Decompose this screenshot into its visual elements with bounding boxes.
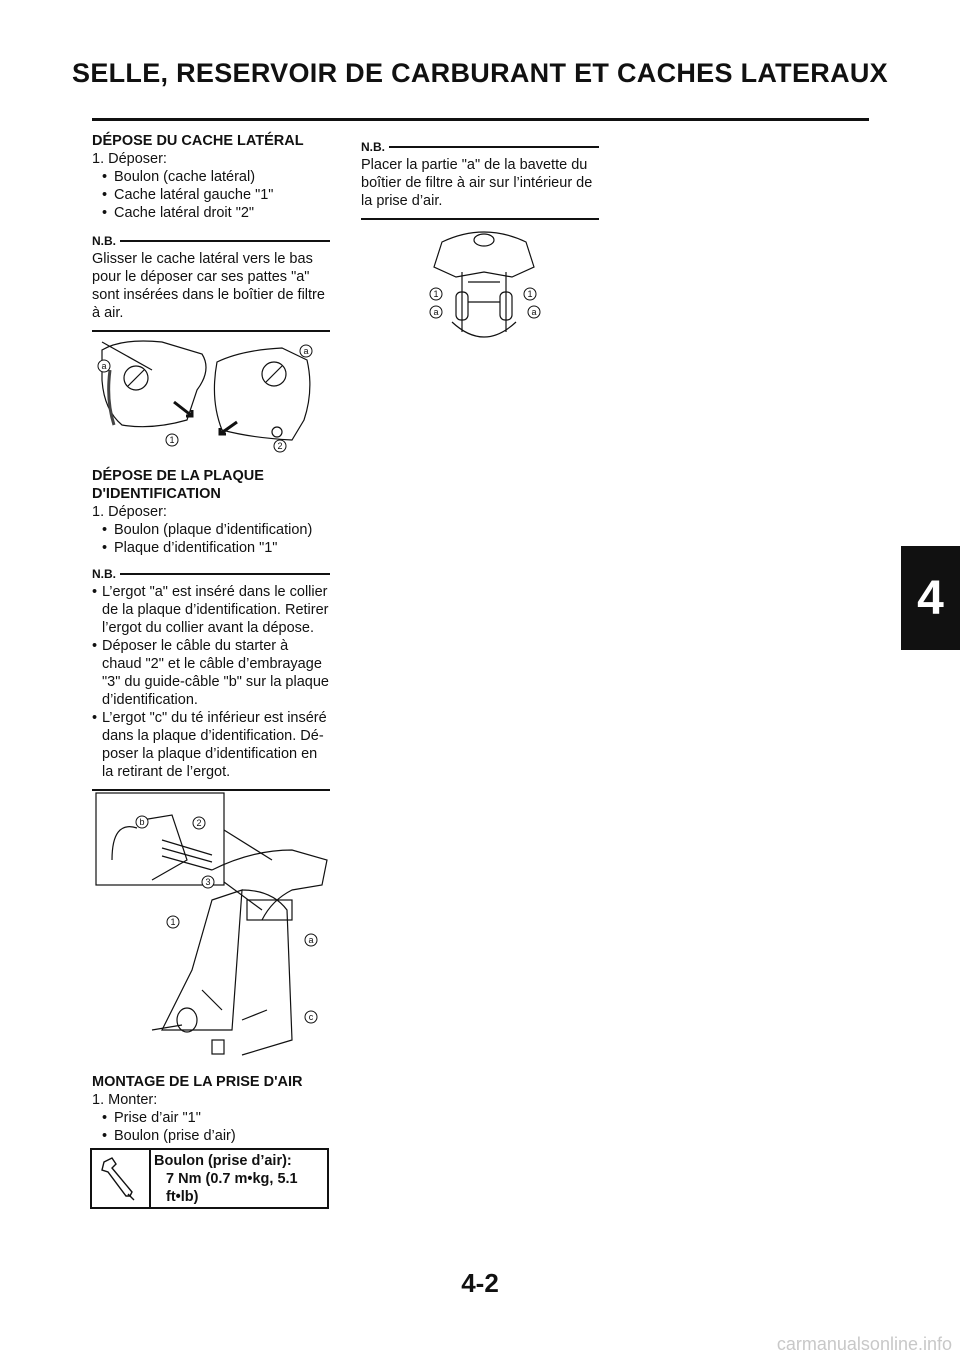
callout: 2 [277,441,283,451]
callout: a [308,935,314,945]
callout: a [531,307,537,317]
callout: 3 [205,877,211,887]
torque-spec [154,1152,327,1206]
list-item: • L’ergot "a" est inséré dans le collier de la plaque d’identification. Retirer l’ergot du collier avant la dépose. [92,583,330,637]
callout: 1 [433,289,439,299]
side-cover-note [92,232,330,332]
air-scoop-note [361,138,599,220]
list-item: • Boulon (prise d’air) [102,1127,330,1145]
note-text: Glisser le cache latéral vers le bas pour le déposer car ses pattes "a" sont insérées dans le boîtier de filtre à air. [92,251,325,321]
list-item: • Boulon (cache latéral) [102,168,330,186]
watermark: carmanualsonline.info [776,1334,952,1354]
note-end-rule [361,218,599,220]
side-cover-figure [92,330,330,456]
callout: 1 [169,435,175,445]
number-plate-note [92,565,330,791]
air-scoop-section [92,1073,330,1145]
callout: 1 [527,289,533,299]
number-plate-title-1: DÉPOSE DE LA PLAQUE [92,468,264,484]
note-rule [361,146,599,148]
number-plate-list [92,521,330,557]
callout: 1 [170,917,176,927]
list-item: • Cache latéral droit "2" [102,204,330,222]
header-rule [92,118,869,121]
torque-spec-box [90,1148,329,1209]
torque-label: Boulon (prise d’air): [154,1153,292,1169]
number-plate-title-2: D'IDENTIFICATION [92,486,221,502]
callout: 2 [196,818,202,828]
callout: c [308,1012,314,1022]
note-label: N.B. [92,235,120,247]
list-item: • Plaque d’identification "1" [102,539,330,557]
torque-value: 7 Nm (0.7 m•kg, 5.1 ft•lb) [166,1171,298,1205]
air-scoop-step: 1. Monter: [92,1092,158,1108]
list-item: • Cache latéral gauche "1" [102,186,330,204]
list-item: • L’ergot "c" du té inférieur est inséré dans la plaque d’identification. Dé-poser la plaque d’identification en la retirant de l’ergot. [92,709,330,781]
callout: b [139,817,145,827]
number-plate-section [92,467,330,791]
list-item: • Boulon (plaque d’identification) [102,521,330,539]
note-label: N.B. [361,141,389,153]
page-title: SELLE, RESERVOIR DE CARBURANT ET CACHES LATERAUX [72,58,888,88]
air-scoop-figure [422,222,546,352]
note-text: Placer la partie "a" de la bavette du boîtier de filtre à air sur l’intérieur de la prise d’air. [361,157,593,209]
page-number: 4-2 [461,1268,499,1298]
number-plate-step: 1. Déposer: [92,504,167,520]
note-rule [92,240,330,242]
side-cover-title: DÉPOSE DU CACHE LATÉRAL [92,133,304,149]
note-rule [92,573,330,575]
number-plate-figure [92,790,332,1062]
callout: a [433,307,439,317]
air-scoop-title: MONTAGE DE LA PRISE D'AIR [92,1074,303,1090]
note [361,138,599,220]
torque-wrench-icon [92,1150,151,1207]
note-list [92,583,330,781]
note-label: N.B. [92,568,120,580]
list-item: • Prise d’air "1" [102,1109,330,1127]
side-cover-step: 1. Déposer: [92,151,167,167]
side-cover-section [92,132,330,332]
list-item: • Déposer le câble du starter à chaud "2" et le câble d’embrayage "3" du guide-câble "b" sur la plaque d’identification. [92,637,330,709]
chapter-tab: 4 [901,546,960,650]
side-cover-list [92,168,330,222]
callout: a [101,361,107,371]
air-scoop-list [92,1109,330,1145]
callout: a [303,346,309,356]
